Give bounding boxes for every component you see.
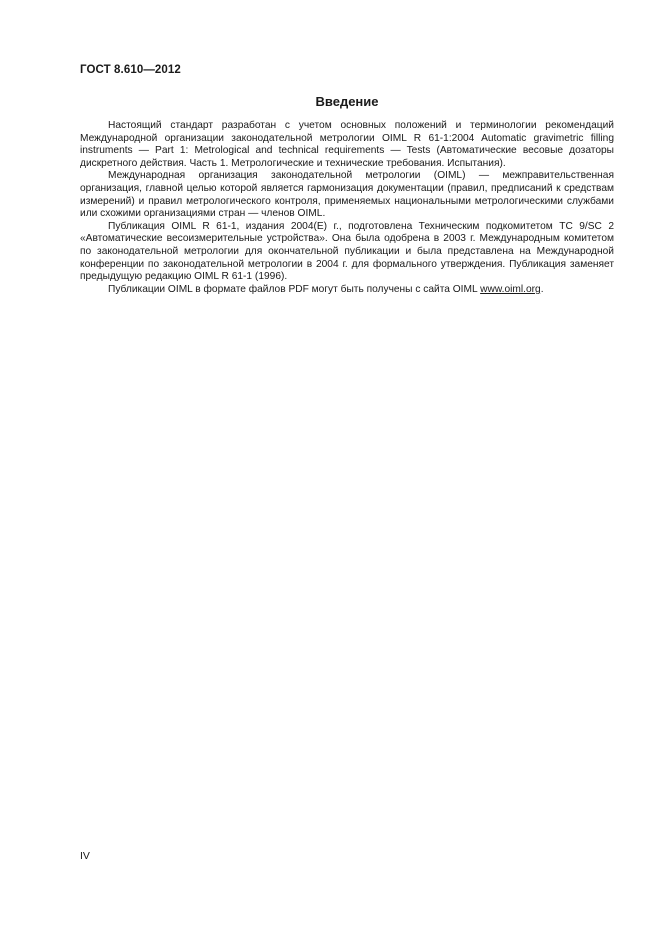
paragraph-oiml-description: Международная организация законодательной метрологии (OIML) — межправительственная организация, главной целью которой является гармонизация документации (правил, предписаний к средствам измерений) и правил метрологического контроля, применяемых национальными метрологическими службами или схожими организациями стран — членов OIML.: [80, 170, 614, 220]
oiml-website-link[interactable]: www.oiml.org: [480, 283, 541, 295]
introduction-body: [80, 120, 614, 296]
section-title: Введение: [315, 94, 379, 109]
page-number: IV: [80, 850, 90, 862]
paragraph-pdf-availability: [80, 284, 614, 297]
pdf-availability-tail: .: [540, 283, 544, 295]
document-code: ГОСТ 8.610—2012: [80, 64, 181, 76]
paragraph-standard-basis: Настоящий стандарт разработан с учетом основных положений и терминологии рекомендаций Международной организации законодательной метрологии OIML R 61-1:2004 Automatic gravimetric filling instruments — Part 1: Metrological and technical requirements — Tests (Автоматические весовые дозаторы дискретного действия. Часть 1. Метрологические и технические требования. Испытания).: [80, 120, 614, 169]
paragraph-publication-history: Публикация OIML R 61-1, издания 2004(E) г., подготовлена Техническим подкомитетом TC 9/SC 2 «Автоматические весоизмерительные устройства». Она была одобрена в 2003 г. Международным комитетом по законодательной метрологии для окончательной публикации и была представлена на Международной конференции по законодательной метрологии в 2004 г. для формального утверждения. Публикация заменяет предыдущую редакцию OIML R 61-1 (1996).: [80, 220, 614, 283]
pdf-availability-text: Публикации OIML в формате файлов PDF могут быть получены с сайта OIML: [108, 283, 481, 295]
